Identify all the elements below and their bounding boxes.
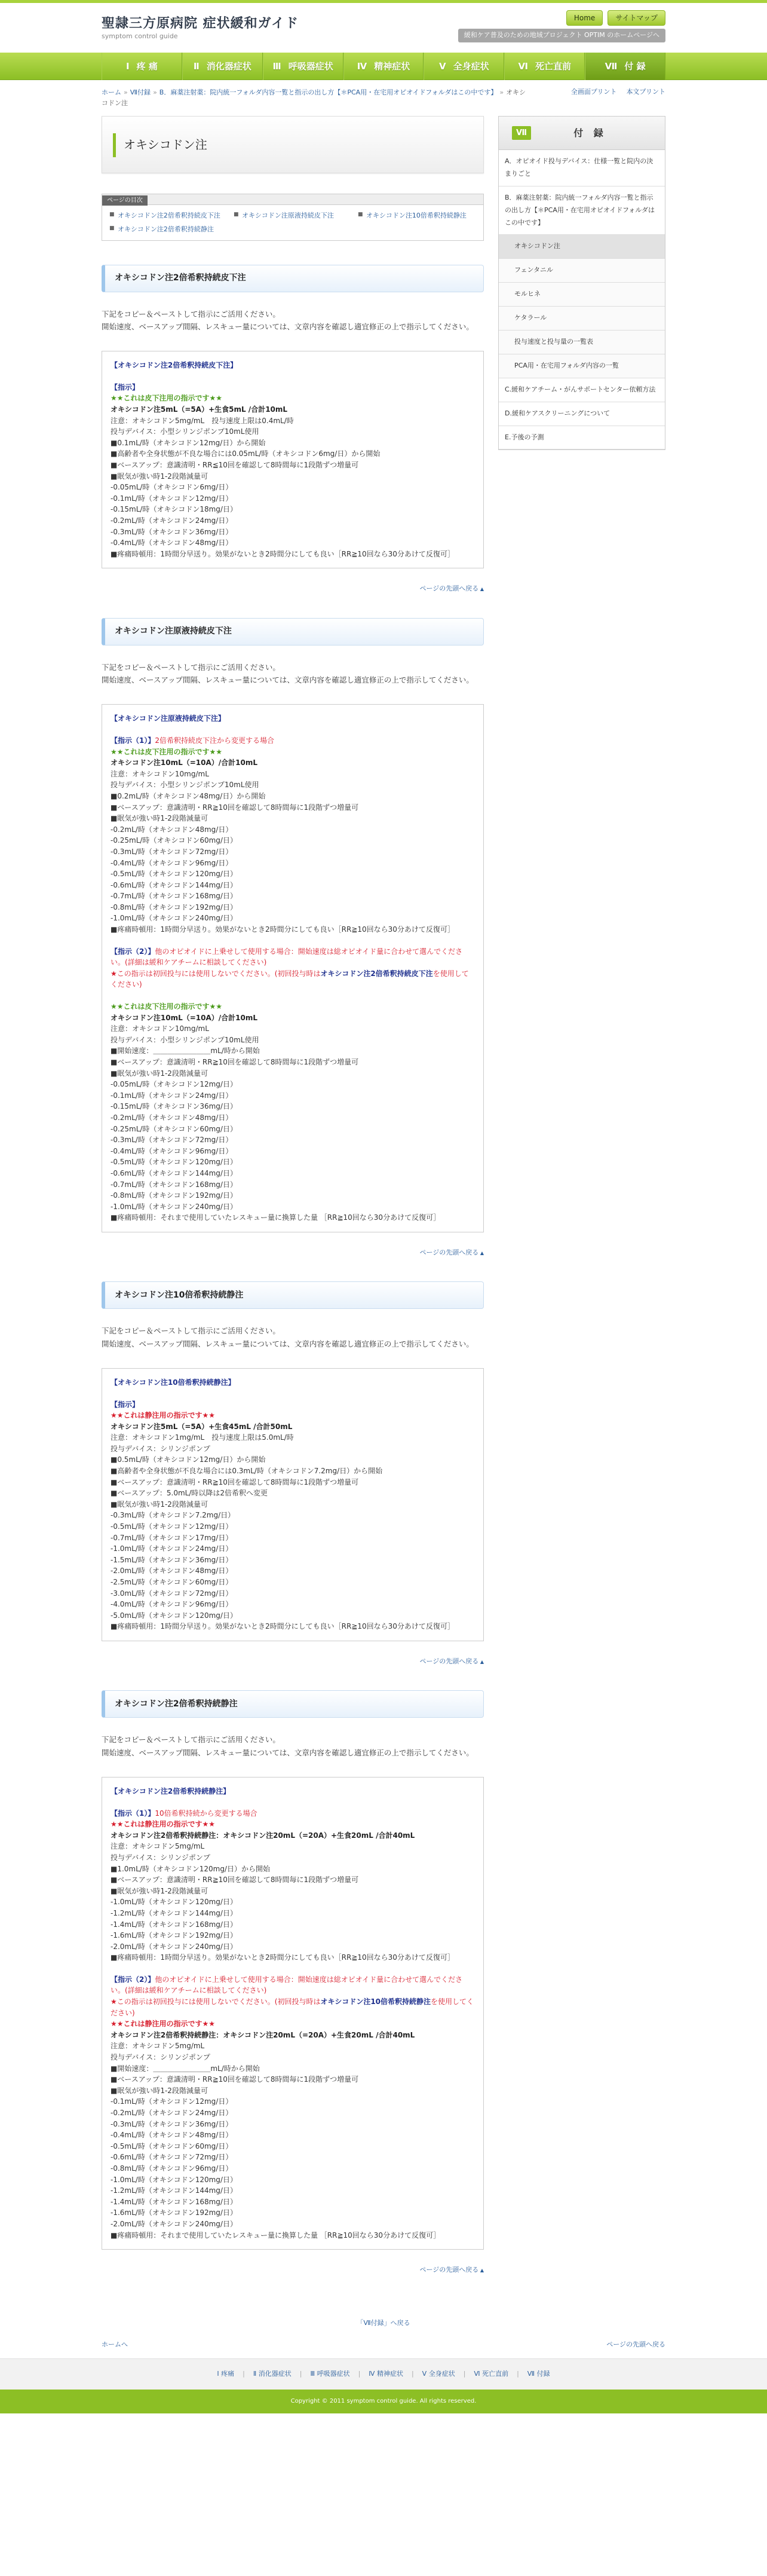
order-line: -0.7mL/時（オキシコドン168mg/日）	[111, 892, 237, 901]
page-index-link[interactable]: ■ オキシコドン注10倍希釈持続静注	[358, 211, 476, 220]
gnav-item[interactable]	[102, 53, 182, 80]
page-index-label: ページの目次	[102, 195, 148, 206]
order-line: -0.5mL/時（オキシコドン120mg/日）	[111, 1158, 237, 1167]
order-section	[102, 618, 484, 1258]
optim-banner-link[interactable]: 緩和ケア普及のための地域プロジェクト OPTIM のホームページへ	[458, 29, 665, 42]
section-heading: オキシコドン注10倍希釈持続静注	[102, 1281, 484, 1309]
sidebar-item[interactable]: モルヒネ	[499, 283, 665, 307]
pagetop	[102, 1248, 484, 1258]
order-line: 注意：オキシコドン5mg/mL 投与速度上限は0.4mL/時	[111, 416, 294, 425]
order-line: -0.8mL/時（オキシコドン96mg/日）	[111, 2164, 233, 2173]
order-line: ■開始速度：＿＿＿＿＿＿＿＿mL/時から開始	[111, 1047, 260, 1056]
sidebar-item[interactable]: オキシコドン注	[499, 235, 665, 259]
order-line: -2.0mL/時（オキシコドン240mg/日）	[111, 2219, 237, 2228]
order-line: オキシコドン注10mL（=10A）/合計10mL	[111, 758, 258, 767]
spacer	[111, 724, 475, 735]
order-line: -0.4mL/時（オキシコドン48mg/日）	[111, 539, 233, 547]
pagetop-link[interactable]: ページの先頭へ戻る ▲	[420, 2266, 484, 2274]
order-line: ■ベースアップ：5.0mL/時以降は2倍希釈へ変更	[111, 1489, 268, 1498]
order-line: -4.0mL/時（オキシコドン96mg/日）	[111, 1600, 233, 1609]
footer-nav-divider: |	[411, 2369, 414, 2378]
section-intro	[102, 308, 484, 334]
footer-nav-item[interactable]: Ⅶ 付録	[527, 2369, 550, 2378]
order-line: オキシコドン注2倍希釈持続静注：オキシコドン注20mL（=20A）+生食20mL /合計40mL	[111, 1831, 415, 1840]
footer-nav	[0, 2358, 767, 2390]
spacer	[111, 935, 475, 946]
intro-line: 下記をコピー＆ペーストして指示にご活用ください。	[102, 662, 280, 672]
order-line: -1.0mL/時（オキシコドン240mg/日）	[111, 914, 237, 923]
order-line: ■疼痛時頓用：1時間分早送り。効果がないとき2時間分にしても良い［RR≧10回なら30分あけて反復可］	[111, 549, 455, 558]
order-line: オキシコドン注10mL（=10A）/合計10mL	[111, 1013, 258, 1022]
print-full-button[interactable]: 全画面プリント	[570, 88, 617, 96]
section-intro	[102, 1733, 484, 1759]
order-line: -0.7mL/時（オキシコドン168mg/日）	[111, 1180, 237, 1189]
gnav-num: Ⅶ	[605, 60, 618, 72]
order-line: -1.4mL/時（オキシコドン168mg/日）	[111, 2197, 237, 2206]
order-line: -0.2mL/時（オキシコドン48mg/日）	[111, 825, 233, 834]
order-line: ■眠気が強い時1-2段階減量可	[111, 2086, 208, 2095]
order-line: -0.1mL/時（オキシコドン12mg/日）	[111, 494, 233, 503]
footer-nav-item[interactable]: Ⅵ 死亡直前	[474, 2369, 509, 2378]
order-line: -0.3mL/時（オキシコドン36mg/日）	[111, 527, 233, 536]
footer-nav-divider: |	[299, 2369, 302, 2378]
gnav-label: 精神症状	[374, 60, 410, 72]
sidebar-item[interactable]: 投与速度と投与量の一覧表	[499, 331, 665, 354]
order-line: 注意：オキシコドン5mg/mL	[111, 1842, 205, 1851]
sidebar-item[interactable]: C.緩和ケアチーム・がんサポートセンター依頼方法	[499, 378, 665, 402]
order-line: -1.0mL/時（オキシコドン120mg/日）	[111, 1898, 237, 1907]
section-heading: オキシコドン注2倍希釈持続皮下注	[102, 265, 484, 292]
gnav-num: Ⅰ	[126, 60, 130, 72]
order-line: 注意：オキシコドン10mg/mL	[111, 1024, 209, 1033]
order-line: ■0.1mL/時（オキシコドン12mg/日）から開始	[111, 438, 266, 447]
footer-home-link[interactable]: ホームへ	[102, 2341, 128, 2349]
sidebar-item[interactable]: PCA用・在宅用フォルダ内容の一覧	[499, 354, 665, 378]
breadcrumb-separator: »	[499, 88, 504, 96]
order-line	[111, 968, 475, 990]
order-line	[111, 1996, 475, 2018]
order-line	[111, 1808, 475, 1819]
order-template-box[interactable]	[102, 1777, 484, 2250]
intro-line: 下記をコピー＆ペーストして指示にご活用ください。	[102, 309, 280, 319]
order-line: ■疼痛時頓用：1時間分早送り。効果がないとき2時間分にしても良い［RR≧10回なら30分あけて反復可］	[111, 1622, 455, 1631]
sidebar-item[interactable]: フェンタニル	[499, 259, 665, 283]
footer-nav-divider: |	[517, 2369, 519, 2378]
order-line: ■疼痛時頓用：1時間分早送り。効果がないとき2時間分にしても良い［RR≧10回なら30分あけて反復可］	[111, 1953, 455, 1962]
order-line: -3.0mL/時（オキシコドン72mg/日）	[111, 1589, 233, 1598]
order-text: ★この指示は初回投与には使用しないでください。(初回投与時は	[111, 969, 321, 978]
order-line: -2.0mL/時（オキシコドン48mg/日）	[111, 1567, 233, 1575]
order-line: 投与デバイス：シリンジポンプ	[111, 1444, 210, 1453]
order-text: 【指示（2）】	[111, 947, 155, 956]
order-line: ■高齢者や全身状態が不良な場合には0.3mL/時（オキシコドン7.2mg/日）から開始	[111, 1467, 383, 1476]
order-line: -5.0mL/時（オキシコドン120mg/日）	[111, 1611, 237, 1620]
order-line: -0.4mL/時（オキシコドン48mg/日）	[111, 2131, 233, 2140]
order-line	[111, 735, 475, 747]
footer-utility	[102, 2340, 665, 2350]
order-line: -0.5mL/時（オキシコドン60mg/日）	[111, 2141, 233, 2150]
page-title: オキシコドン注	[124, 137, 207, 152]
order-line: -0.25mL/時（オキシコドン60mg/日）	[111, 1124, 237, 1133]
global-nav	[0, 53, 767, 80]
order-line: -1.2mL/時（オキシコドン144mg/日）	[111, 1908, 237, 1917]
footer-pagetop-link[interactable]: ページの先頭へ戻る	[606, 2341, 665, 2349]
spacer	[111, 1797, 475, 1808]
footer-nav-divider: |	[358, 2369, 361, 2378]
order-line: ★★これは静注用の指示です★★	[111, 1820, 216, 1829]
breadcrumb-item[interactable]: Ⅶ付録	[130, 88, 151, 96]
gnav-item[interactable]	[343, 53, 424, 80]
order-template-box[interactable]	[102, 351, 484, 568]
order-line: -2.0mL/時（オキシコドン240mg/日）	[111, 1942, 237, 1951]
order-line: 【オキシコドン注原液持続皮下注】	[111, 714, 225, 723]
order-template-box[interactable]	[102, 1368, 484, 1641]
order-line: ★★これは皮下注用の指示です★★	[111, 1002, 223, 1011]
order-line: -0.5mL/時（オキシコドン120mg/日）	[111, 870, 237, 879]
order-line: -0.15mL/時（オキシコドン36mg/日）	[111, 1102, 237, 1111]
order-line: 【オキシコドン注10倍希釈持続静注】	[111, 1378, 235, 1387]
order-line: ■0.5mL/時（オキシコドン12mg/日）から開始	[111, 1455, 266, 1464]
order-line: 注意：オキシコドン5mg/mL	[111, 2042, 205, 2051]
footer-nav-divider: |	[463, 2369, 466, 2378]
order-text: 他のオピオイドに上乗せして使用する場合：開始速度は総オピオイド量に合わせて選んでください。(詳細は緩和ケアチームに相談してください)	[111, 947, 463, 967]
order-line: ■ベースアップ：意識清明・RR≧10回を確認して8時間毎に1段階ずつ増量可	[111, 2075, 359, 2084]
order-line: -0.3mL/時（オキシコドン7.2mg/日）	[111, 1511, 235, 1520]
spacer	[111, 990, 475, 1001]
order-text: ★この指示は初回投与には使用しないでください。(初回投与時は	[111, 1997, 321, 2006]
order-line: ■高齢者や全身状態が不良な場合には0.05mL/時（オキシコドン6mg/日）から開始	[111, 449, 381, 458]
order-line: -0.2mL/時（オキシコドン24mg/日）	[111, 516, 233, 525]
intro-line: 下記をコピー＆ペーストして指示にご活用ください。	[102, 1735, 280, 1745]
order-line: ■ベースアップ：意識清明・RR≧10回を確認して8時間毎に1段階ずつ増量可	[111, 1058, 359, 1066]
order-line: -0.1mL/時（オキシコドン12mg/日）	[111, 2097, 233, 2106]
breadcrumb-separator: »	[153, 88, 157, 96]
order-line: ■開始速度：＿＿＿＿＿＿＿＿mL/時から開始	[111, 2064, 260, 2073]
order-line: ■ベースアップ：意識清明・RR≧10回を確認して8時間毎に1段階ずつ増量可	[111, 803, 359, 812]
sidebar-item[interactable]: A．オピオイド投与デバイス：仕様一覧と院内の決まりごと	[499, 150, 665, 186]
home-button[interactable]: Home	[566, 10, 603, 26]
pagetop	[102, 1657, 484, 1667]
order-line: ■眠気が強い時1-2段階減量可	[111, 1069, 208, 1078]
page-index-link[interactable]: ■ オキシコドン注2倍希釈持続静注	[109, 225, 228, 234]
sidebar-item[interactable]: B．麻薬注射薬：院内統一フォルダ内容一覧と指示の出し方【＊PCA用・在宅用オピオイドフォルダはこの中です】	[499, 186, 665, 235]
gnav-label: 全身症状	[453, 60, 489, 72]
order-text: を使用してください)	[111, 969, 469, 989]
order-line: 投与デバイス：シリンジポンプ	[111, 2053, 210, 2062]
order-line: 投与デバイス：小型シリンジポンプ10mL使用	[111, 1035, 259, 1044]
order-line: -0.05mL/時（オキシコドン12mg/日）	[111, 1080, 237, 1089]
order-line: ■眠気が強い時1-2段階減量可	[111, 814, 208, 823]
order-line: ★★これは静注用の指示です★★	[111, 1411, 216, 1420]
intro-line: 開始速度、ベースアップ間隔、レスキュー量については、文章内容を確認し適宜修正の上で指示してください。	[102, 675, 474, 685]
breadcrumb-item[interactable]: ホーム	[102, 88, 121, 96]
footer-nav-item[interactable]: Ⅱ 消化器症状	[253, 2369, 292, 2378]
order-line: オキシコドン注2倍希釈持続静注：オキシコドン注20mL（=20A）+生食20mL /合計40mL	[111, 2030, 415, 2039]
order-line: -0.5mL/時（オキシコドン12mg/日）	[111, 1522, 233, 1531]
order-line: -1.6mL/時（オキシコドン192mg/日）	[111, 2208, 237, 2217]
back-link[interactable]: 「Ⅶ付録」へ戻る	[357, 2318, 410, 2327]
pagetop-link[interactable]: ページの先頭へ戻る ▲	[420, 1657, 484, 1665]
footer-nav-divider: |	[243, 2369, 245, 2378]
sidebar-number: Ⅶ	[512, 126, 531, 140]
order-text: 2倍希釈持続皮下注から変更する場合	[155, 736, 274, 745]
footer-nav-item[interactable]: Ⅳ 精神症状	[369, 2369, 403, 2378]
gnav-num: Ⅱ	[193, 60, 200, 72]
order-line: -1.0mL/時（オキシコドン240mg/日）	[111, 1202, 237, 1211]
order-line: -0.3mL/時（オキシコドン72mg/日）	[111, 1136, 233, 1145]
order-text: 【指示（1）】	[111, 1809, 155, 1818]
sidebar	[498, 110, 665, 2275]
intro-line: 開始速度、ベースアップ間隔、レスキュー量については、文章内容を確認し適宜修正の上で指示してください。	[102, 1748, 474, 1757]
order-line	[111, 1974, 475, 1996]
order-text: 【指示（2）】	[111, 1975, 155, 1984]
order-line: -0.6mL/時（オキシコドン144mg/日）	[111, 880, 237, 889]
order-line: -0.6mL/時（オキシコドン72mg/日）	[111, 2153, 233, 2162]
columns	[102, 110, 665, 2275]
main-column	[102, 110, 484, 2275]
sidebar-item[interactable]: D.緩和ケアスクリーニングについて	[499, 402, 665, 426]
order-line: ■疼痛時頓用：1時間分早送り。効果がないとき2時間分にしても良い［RR≧10回なら30分あけて反復可］	[111, 925, 455, 934]
order-line: -0.8mL/時（オキシコドン192mg/日）	[111, 902, 237, 911]
order-line: オキシコドン注5mL（=5A）+生食45mL /合計50mL	[111, 1422, 293, 1431]
intro-line: 下記をコピー＆ペーストして指示にご活用ください。	[102, 1326, 280, 1336]
footer-nav-item[interactable]: Ⅲ 呼吸器症状	[310, 2369, 350, 2378]
section-intro	[102, 661, 484, 687]
order-line: 【オキシコドン注2倍希釈持続静注】	[111, 1786, 231, 1795]
order-line: -2.5mL/時（オキシコドン60mg/日）	[111, 1578, 233, 1586]
order-line: ★★これは皮下注用の指示です★★	[111, 747, 223, 756]
site-title[interactable]: 聖隷三方原病院 症状緩和ガイド	[102, 16, 299, 31]
order-line: ★★これは静注用の指示です★★	[111, 2020, 216, 2029]
order-text: 【指示（1）】	[111, 736, 155, 745]
copyright: Copyright © 2011 symptom control guide. All rights reserved.	[0, 2390, 767, 2413]
spacer	[111, 371, 475, 382]
order-text: を使用してください)	[111, 1997, 474, 2017]
order-line: -0.15mL/時（オキシコドン18mg/日）	[111, 505, 237, 514]
gnav-num: Ⅳ	[357, 60, 367, 72]
order-line: オキシコドン注5mL（=5A）+生食5mL /合計10mL	[111, 405, 288, 414]
order-line: -0.4mL/時（オキシコドン96mg/日）	[111, 858, 233, 867]
order-text: オキシコドン注10倍希釈持続静注	[320, 1997, 431, 2006]
page-title-box	[102, 116, 484, 173]
order-text: 他のオピオイドに上乗せして使用する場合：開始速度は総オピオイド量に合わせて選んでください。(詳細は緩和ケアチームに相談してください)	[111, 1975, 463, 1995]
order-line: 注意：オキシコドン1mg/mL 投与速度上限は5.0mL/時	[111, 1433, 294, 1442]
order-line: -0.8mL/時（オキシコドン192mg/日）	[111, 1191, 237, 1200]
order-line: ■眠気が強い時1-2段階減量可	[111, 1886, 208, 1895]
footer-nav-item[interactable]: Ⅰ 疼痛	[217, 2369, 235, 2378]
gnav-item[interactable]	[504, 53, 585, 80]
spacer	[111, 1388, 475, 1399]
order-line: 【オキシコドン注2倍希釈持続皮下注】	[111, 361, 238, 370]
sidebar-title: 付 録	[573, 127, 607, 139]
back-to-section	[102, 2318, 665, 2329]
order-line: 【指示】	[111, 383, 140, 391]
order-line: 投与デバイス：小型シリンジポンプ10mL使用	[111, 427, 259, 436]
page-index-link[interactable]: ■ オキシコドン注原液持続皮下注	[234, 211, 352, 220]
order-section	[102, 265, 484, 594]
order-line: -0.3mL/時（オキシコドン72mg/日）	[111, 847, 233, 856]
gnav-label: 呼吸器症状	[288, 60, 333, 72]
order-line: ■疼痛時頓用：それまで使用していたレスキュー量に換算した量 ［RR≧10回なら30分あけて反復可］	[111, 2231, 441, 2240]
print-utility	[571, 87, 665, 97]
order-line: -0.25mL/時（オキシコドン60mg/日）	[111, 836, 237, 845]
gnav-num: Ⅵ	[518, 60, 528, 72]
section-intro	[102, 1324, 484, 1350]
order-section	[102, 1281, 484, 1666]
gnav-label: 付 録	[624, 60, 646, 72]
order-line: ■0.2mL/時（オキシコドン48mg/日）から開始	[111, 791, 266, 800]
order-line: ★★これは皮下注用の指示です★★	[111, 394, 223, 403]
gnav-item[interactable]	[263, 53, 343, 80]
page-index	[102, 194, 484, 241]
pagetop	[102, 584, 484, 594]
gnav-label: 消化器症状	[206, 60, 251, 72]
order-line: -1.0mL/時（オキシコドン24mg/日）	[111, 1544, 233, 1553]
footer-nav-item[interactable]: Ⅴ 全身症状	[422, 2369, 455, 2378]
gnav-label: 疼 痛	[136, 60, 158, 72]
gnav-item[interactable]	[585, 53, 665, 80]
pagetop-link[interactable]: ページの先頭へ戻る ▲	[420, 1249, 484, 1256]
gnav-label: 死亡直前	[535, 60, 571, 72]
section-heading: オキシコドン注2倍希釈持続静注	[102, 1690, 484, 1718]
order-line: -1.4mL/時（オキシコドン168mg/日）	[111, 1920, 237, 1929]
order-line: ■眠気が強い時1-2段階減量可	[111, 1500, 208, 1509]
order-line: -1.6mL/時（オキシコドン192mg/日）	[111, 1931, 237, 1940]
intro-line: 開始速度、ベースアップ間隔、レスキュー量については、文章内容を確認し適宜修正の上で指示してください。	[102, 1339, 474, 1348]
order-line: ■ベースアップ：意識清明・RR≧10回を確認して8時間毎に1段階ずつ増量可	[111, 1477, 359, 1486]
sidebar-item[interactable]: ケタラール	[499, 307, 665, 331]
header-links	[566, 10, 665, 26]
order-line: -0.6mL/時（オキシコドン144mg/日）	[111, 1168, 237, 1177]
pagetop-link[interactable]: ページの先頭へ戻る ▲	[420, 585, 484, 592]
print-text-button[interactable]: 本文プリント	[626, 88, 665, 96]
order-line: -1.5mL/時（オキシコドン36mg/日）	[111, 1555, 233, 1564]
order-line: 【指示】	[111, 1400, 140, 1409]
content-wrap	[102, 80, 665, 2328]
gnav-num: Ⅴ	[439, 60, 446, 72]
site-subtitle: symptom control guide	[102, 32, 178, 40]
breadcrumb-item[interactable]: B．麻薬注射薬：院内統一フォルダ内容一覧と指示の出し方【＊PCA用・在宅用オピオイドフォルダはこの中です】	[159, 88, 498, 96]
order-line: ■ベースアップ：意識清明・RR≦10回を確認して8時間毎に1段階ずつ増量可	[111, 461, 359, 470]
sidebar-box	[498, 116, 665, 450]
order-line: -0.3mL/時（オキシコドン36mg/日）	[111, 2119, 233, 2128]
order-line: 注意：オキシコドン10mg/mL	[111, 769, 209, 778]
intro-line: 開始速度、ベースアップ間隔、レスキュー量については、文章内容を確認し適宜修正の上で指示してください。	[102, 322, 474, 332]
order-template-box[interactable]	[102, 704, 484, 1232]
order-line: -0.2mL/時（オキシコドン24mg/日）	[111, 2109, 233, 2117]
gnav-item[interactable]	[424, 53, 504, 80]
order-line: -1.2mL/時（オキシコドン144mg/日）	[111, 2186, 237, 2195]
order-section	[102, 1690, 484, 2275]
order-text: 10倍希釈持続から変更する場合	[155, 1809, 257, 1818]
order-line: ■疼痛時頓用：それまで使用していたレスキュー量に換算した量 ［RR≧10回なら30分あけて反復可］	[111, 1213, 441, 1222]
breadcrumb-separator: »	[124, 88, 128, 96]
page-index-link[interactable]: ■ オキシコドン注2倍希釈持続皮下注	[109, 211, 228, 220]
pagetop	[102, 2265, 484, 2275]
order-line: -0.4mL/時（オキシコドン96mg/日）	[111, 1146, 233, 1155]
order-line: ■1.0mL/時（オキシコドン120mg/日）から開始	[111, 1864, 270, 1873]
order-line: -0.7mL/時（オキシコドン17mg/日）	[111, 1533, 233, 1542]
order-line: -1.0mL/時（オキシコドン120mg/日）	[111, 2175, 237, 2184]
order-line: ■ベースアップ：意識清明・RR≧10回を確認して8時間毎に1段階ずつ増量可	[111, 1876, 359, 1884]
sidebar-heading	[499, 117, 665, 150]
order-line: -0.1mL/時（オキシコドン24mg/日）	[111, 1091, 233, 1100]
spacer	[111, 1963, 475, 1974]
order-line: -0.05mL/時（オキシコドン6mg/日）	[111, 483, 233, 492]
gnav-item[interactable]	[182, 53, 263, 80]
order-line: -0.2mL/時（オキシコドン48mg/日）	[111, 1113, 233, 1122]
order-line: 投与デバイス：小型シリンジポンプ10mL使用	[111, 781, 259, 790]
breadcrumb-item: オキシコドン注	[102, 88, 526, 107]
order-line: 投与デバイス：シリンジポンプ	[111, 1853, 210, 1862]
site-header	[0, 0, 767, 53]
gnav-num: Ⅲ	[272, 60, 281, 72]
sitemap-button[interactable]: サイトマップ	[608, 10, 665, 26]
sidebar-item[interactable]: E.予後の予測	[499, 426, 665, 450]
breadcrumb	[102, 80, 665, 110]
order-line: ■眠気が強い時1-2段階減量可	[111, 472, 208, 481]
section-heading: オキシコドン注原液持続皮下注	[102, 618, 484, 645]
order-text: オキシコドン注2倍希釈持続皮下注	[320, 969, 433, 978]
order-line	[111, 946, 475, 968]
